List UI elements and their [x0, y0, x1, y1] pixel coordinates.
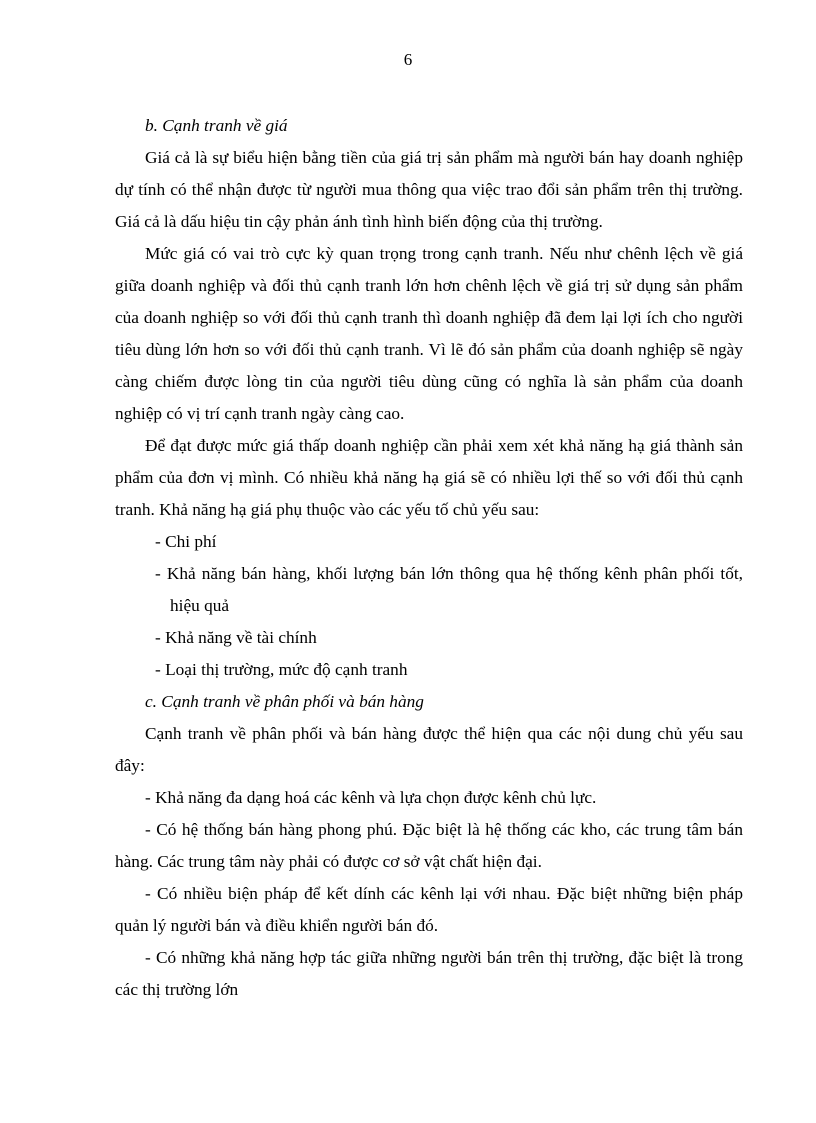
paragraph-price-role: Mức giá có vai trò cực kỳ quan trọng trong cạnh tranh. Nếu như chênh lệch về giá giữa doanh nghiệp và đối thủ cạnh tranh lớn hơn chênh lệch về giá trị sử dụng sản phẩm của doanh nghiệp so với đối thủ cạnh tranh thì doanh nghiệp đã đem lại lợi ích cho người tiêu dùng lớn hơn so với đối thủ cạnh tranh. Vì lẽ đó sản phẩm của doanh nghiệp sẽ ngày càng chiếm được lòng tin của người tiêu dùng cũng có nghĩa là sản phẩm của doanh nghiệp có vị trí cạnh tranh ngày càng cao. [115, 244, 743, 423]
list-item-factor-finance: - Khả năng về tài chính [155, 628, 317, 647]
paragraph-price-reduction: Để đạt được mức giá thấp doanh nghiệp cần phải xem xét khả năng hạ giá thành sản phẩm của đơn vị mình. Có nhiều khả năng hạ giá sẽ có nhiều lợi thế so với đối thủ cạnh tranh. Khả năng hạ giá phụ thuộc vào các yếu tố chủ yếu sau: [115, 436, 743, 519]
section-heading-distribution: c. Cạnh tranh về phân phối và bán hàng [145, 692, 424, 711]
page-content [115, 110, 743, 1006]
list-item-factor-market: - Loại thị trường, mức độ cạnh tranh [155, 660, 408, 679]
paragraph-distribution-intro: Cạnh tranh về phân phối và bán hàng được thể hiện qua các nội dung chủ yếu sau đây: [115, 724, 743, 775]
list-item-distribution-cooperation: - Có những khả năng hợp tác giữa những người bán trên thị trường, đặc biệt là trong các thị trường lớn [115, 948, 743, 999]
list-item-distribution-channels: - Khả năng đa dạng hoá các kênh và lựa chọn được kênh chủ lực. [145, 788, 597, 807]
paragraph-price-definition: Giá cả là sự biểu hiện bằng tiền của giá trị sản phẩm mà người bán hay doanh nghiệp dự tính có thể nhận được từ người mua thông qua việc trao đổi sản phẩm trên thị trường. Giá cả là dấu hiệu tin cậy phản ánh tình hình biến động của thị trường. [115, 148, 743, 231]
list-item-distribution-linking: - Có nhiều biện pháp để kết dính các kênh lại với nhau. Đặc biệt những biện pháp quản lý người bán và điều khiển người bán đó. [115, 884, 743, 935]
section-heading-price: b. Cạnh tranh về giá [145, 116, 288, 135]
list-item-factor-sales: - Khả năng bán hàng, khối lượng bán lớn thông qua hệ thống kênh phân phối tốt, hiệu quả [155, 564, 743, 615]
page-number: 6 [403, 50, 413, 69]
list-item-distribution-sales-system: - Có hệ thống bán hàng phong phú. Đặc biệt là hệ thống các kho, các trung tâm bán hàng. Các trung tâm này phải có được cơ sở vật chất hiện đại. [115, 820, 743, 871]
list-item-factor-cost: - Chi phí [155, 532, 217, 551]
